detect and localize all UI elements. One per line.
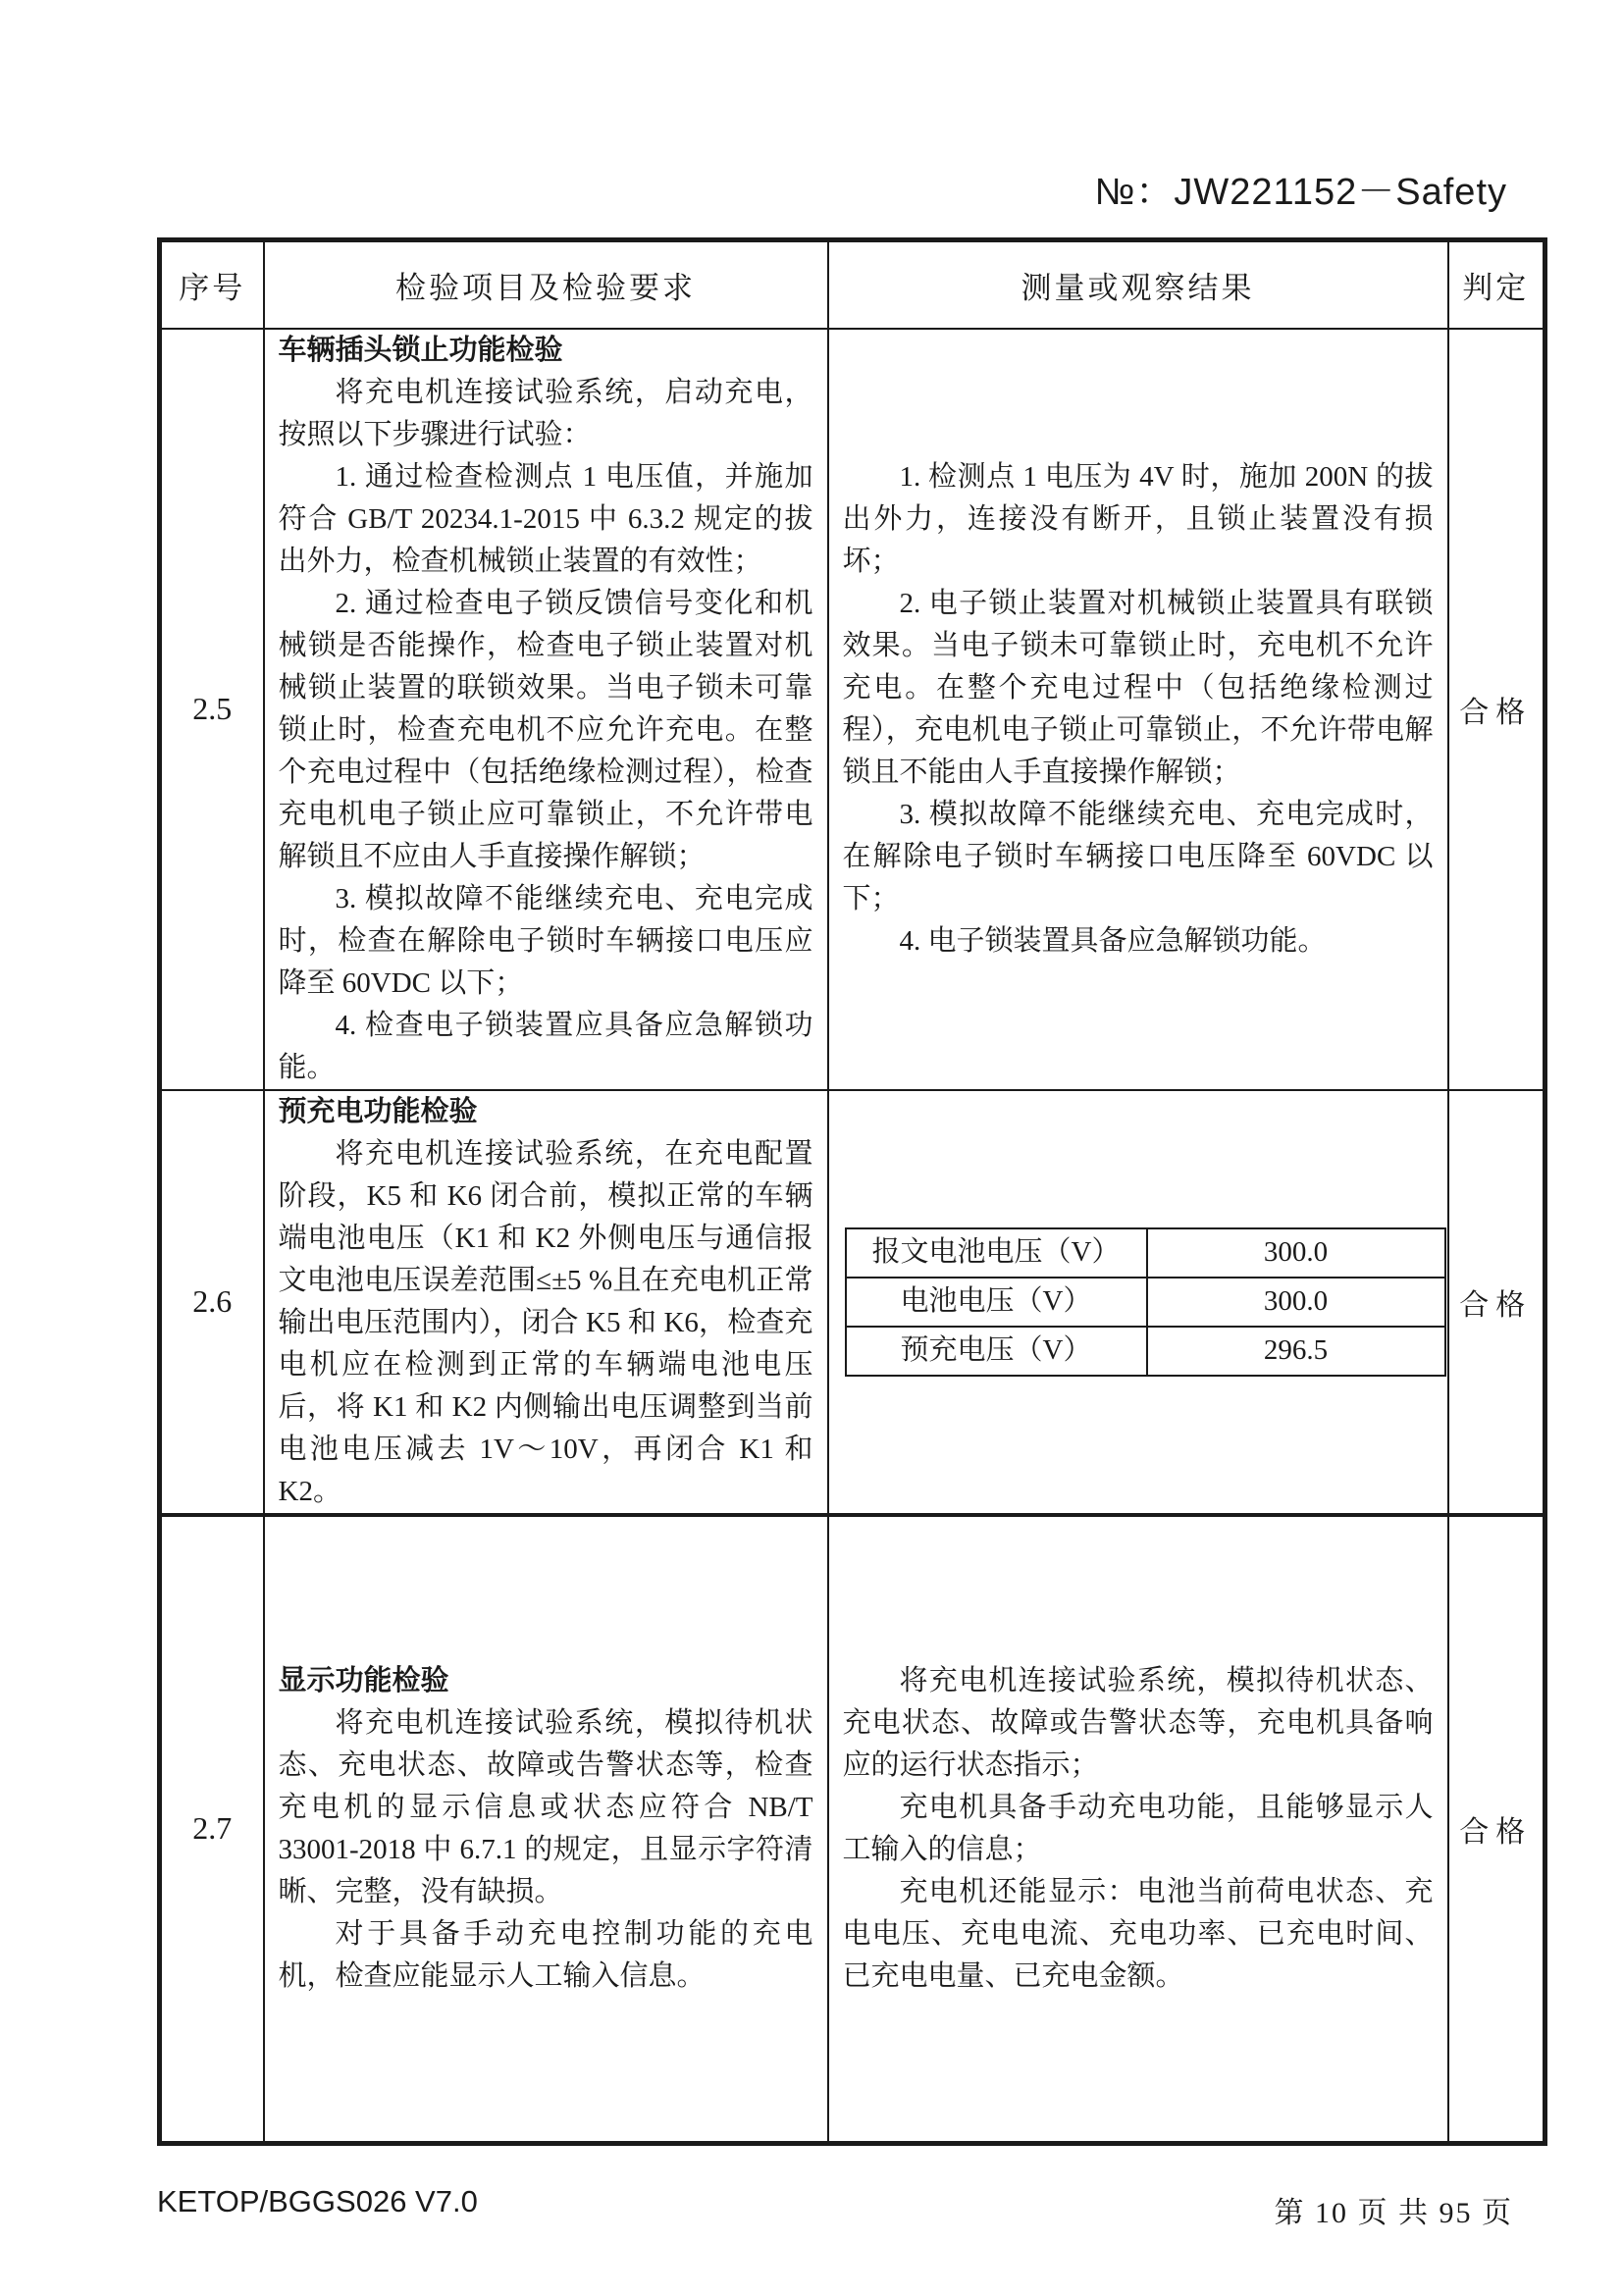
row-index: 2.6 bbox=[160, 1090, 264, 1515]
requirement-paragraphs bbox=[279, 1133, 813, 1513]
verdict: 合格 bbox=[1448, 1515, 1545, 2144]
inspection-table-wrap bbox=[157, 237, 1547, 2146]
table-row bbox=[160, 329, 1545, 1090]
requirement-title: 显示功能检验 bbox=[278, 1664, 449, 1696]
paragraph: 3. 模拟故障不能继续充电、充电完成时，检查在解除电子锁时车辆接口电压应降至 60VDC 以下； bbox=[278, 882, 813, 999]
requirement-cell bbox=[264, 1090, 828, 1515]
result-paragraphs bbox=[843, 1660, 1434, 1998]
requirement-title: 预充电功能检验 bbox=[278, 1095, 478, 1127]
paragraph: 4. 电子锁装置具备应急解锁功能。 bbox=[899, 924, 1327, 957]
inspection-table bbox=[157, 237, 1547, 2146]
requirement-cell bbox=[264, 1515, 828, 2144]
verdict: 合格 bbox=[1448, 1090, 1545, 1515]
paragraph: 4. 检查电子锁装置应具备应急解锁功能。 bbox=[278, 1009, 813, 1083]
paragraph: 1. 通过检查检测点 1 电压值，并施加符合 GB/T 20234.1-2015 中 6.3.2 规定的拔出外力，检查机械锁止装置的有效性； bbox=[278, 460, 813, 577]
paragraph: 2. 电子锁止装置对机械锁止装置具有联锁效果。当电子锁未可靠锁止时，充电机不允许充电。在整个充电过程中（包括绝缘检测过程），充电机电子锁止可靠锁止，不允许带电解锁且不能由人手直接操作解锁； bbox=[842, 587, 1434, 788]
measurement-label: 报文电池电压（V） bbox=[846, 1228, 1147, 1278]
requirement-title: 车辆插头锁止功能检验 bbox=[278, 334, 563, 366]
paragraph: 将充电机连接试验系统，在充电配置阶段，K5 和 K6 闭合前，模拟正常的车辆端电池电压（K1 和 K2 外侧电压与通信报文电池电压误差范围≤±5 %且在充电机正常输出电压范围内），闭合 K5 和 K6，检查充电机应在检测到正常的车辆端电池电压后，将 K1 和 K2 内侧输出电压调整到当前电池电压减去 1V～10V，再闭合 K1 和 K2。 bbox=[278, 1137, 813, 1507]
measurement-rows bbox=[846, 1228, 1445, 1376]
column-header-verdict: 判定 bbox=[1448, 240, 1545, 329]
requirement-paragraphs bbox=[279, 1702, 813, 1998]
result-cell bbox=[828, 329, 1448, 1090]
table-row bbox=[160, 1515, 1545, 2144]
paragraph: 1. 检测点 1 电压为 4V 时，施加 200N 的拔出外力，连接没有断开，且锁止装置没有损坏； bbox=[842, 460, 1434, 577]
measurement-label: 预充电压（V） bbox=[846, 1327, 1147, 1376]
column-header-requirement: 检验项目及检验要求 bbox=[264, 240, 828, 329]
row-index: 2.7 bbox=[160, 1515, 264, 2144]
measurement-row bbox=[846, 1327, 1445, 1376]
paragraph: 充电机还能显示：电池当前荷电状态、充电电压、充电电流、充电功率、已充电时间、已充电电量、已充电金额。 bbox=[842, 1875, 1434, 1992]
paragraph: 将充电机连接试验系统，模拟待机状态、充电状态、故障或告警状态等，充电机具备响应的运行状态指示； bbox=[842, 1664, 1434, 1781]
paragraph: 将充电机连接试验系统，启动充电，按照以下步骤进行试验： bbox=[278, 376, 813, 450]
measurement-value: 300.0 bbox=[1147, 1278, 1445, 1327]
measurement-row bbox=[846, 1278, 1445, 1327]
column-header-result: 测量或观察结果 bbox=[828, 240, 1448, 329]
column-header-index: 序号 bbox=[160, 240, 264, 329]
paragraph: 充电机具备手动充电功能，且能够显示人工输入的信息； bbox=[842, 1791, 1434, 1865]
paragraph: 对于具备手动充电控制功能的充电机，检查应能显示人工输入信息。 bbox=[278, 1917, 813, 1992]
measurement-value: 300.0 bbox=[1147, 1228, 1445, 1278]
page-number: 第 10 页 共 95 页 bbox=[1274, 2197, 1513, 2229]
paragraph: 2. 通过检查电子锁反馈信号变化和机械锁是否能操作，检查电子锁止装置对机械锁止装置的联锁效果。当电子锁未可靠锁止时，检查充电机不应允许充电。在整个充电过程中（包括绝缘检测过程），检查充电机电子锁止应可靠锁止，不允许带电解锁且不应由人手直接操作解锁； bbox=[278, 587, 813, 872]
result-cell bbox=[828, 1515, 1448, 2144]
measurement-value: 296.5 bbox=[1147, 1327, 1445, 1376]
paragraph: 将充电机连接试验系统，模拟待机状态、充电状态、故障或告警状态等，检查充电机的显示信息或状态应符合 NB/T 33001-2018 中 6.7.1 的规定，且显示字符清晰、完整，没有缺损。 bbox=[278, 1706, 813, 1907]
requirement-cell bbox=[264, 329, 828, 1090]
paragraph: 3. 模拟故障不能继续充电、充电完成时，在解除电子锁时车辆接口电压降至 60VDC 以下； bbox=[842, 798, 1434, 914]
result-paragraphs bbox=[843, 456, 1434, 963]
measurement-row bbox=[846, 1228, 1445, 1278]
result-cell bbox=[828, 1090, 1448, 1515]
doc-number: №：JW221152－Safety bbox=[1094, 172, 1507, 213]
measurement-table bbox=[845, 1227, 1446, 1377]
measurement-label: 电池电压（V） bbox=[846, 1278, 1147, 1327]
table-row bbox=[160, 1090, 1545, 1515]
form-code: KETOP/BGGS026 V7.0 bbox=[157, 2184, 478, 2218]
row-index: 2.5 bbox=[160, 329, 264, 1090]
table-header-row bbox=[160, 240, 1545, 329]
requirement-paragraphs bbox=[279, 372, 813, 1089]
verdict: 合格 bbox=[1448, 329, 1545, 1090]
